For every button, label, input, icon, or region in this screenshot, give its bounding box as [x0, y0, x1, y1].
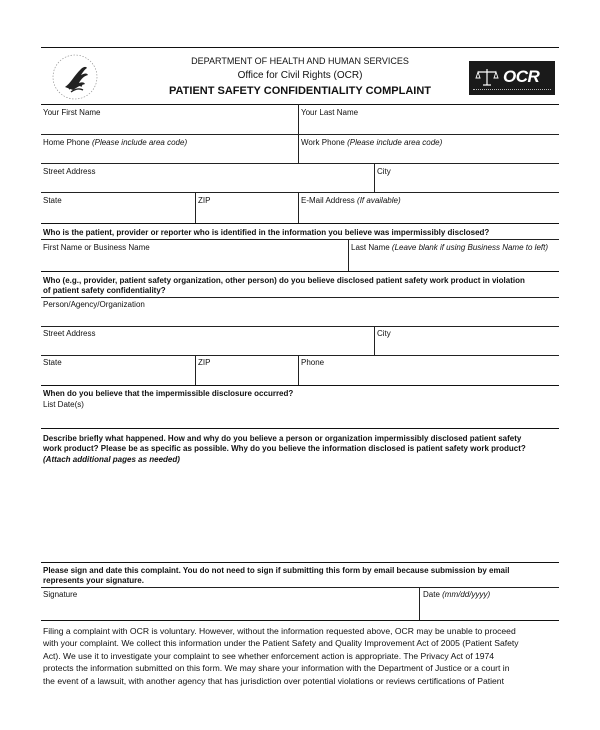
last-name-label: Your Last Name	[301, 108, 359, 117]
patient-question: Who is the patient, provider or reporter who is identified in the information you believe was impermissibly disclosed?	[43, 228, 490, 237]
violator-zip-label: ZIP	[198, 358, 211, 367]
section-divider	[41, 271, 559, 272]
describe-line2: work product? Please be as specific as possible. Why do you believe the information disclosed is patient safety work product?	[43, 444, 526, 453]
section-divider	[41, 428, 559, 429]
privacy-line: protects the information submitted on this form. We may share your information with the Department of Justice or a court in	[43, 663, 510, 674]
violator-question-line1: Who (e.g., provider, patient safety organization, other person) do you believe disclosed patient safety work product in violation	[43, 276, 525, 285]
privacy-line: with your complaint. We collect this information under the Patient Safety and Quality Improvement Act of 2005 (Patient Safety	[43, 638, 519, 649]
privacy-line: the event of a lawsuit, with another agency that has jurisdiction over potential violations or reviews certifications of Patient	[43, 675, 504, 686]
section-divider	[41, 562, 559, 563]
signature-label: Signature	[43, 590, 78, 599]
patient-last-name-field[interactable]	[349, 239, 559, 271]
list-dates-label: List Date(s)	[43, 400, 84, 409]
state-label: State	[43, 196, 62, 205]
violator-city-field[interactable]	[375, 326, 559, 355]
section-divider	[41, 385, 559, 386]
email-field[interactable]	[299, 192, 559, 223]
ocr-logo	[469, 61, 555, 95]
email-label: E-Mail Address (If available)	[301, 196, 401, 205]
list-dates-field[interactable]	[41, 398, 559, 428]
office-name: Office for Civil Rights (OCR)	[237, 70, 363, 81]
sign-instructions-line1: Please sign and date this complaint. You do not need to sign if submitting this form by email because submission by email	[43, 566, 510, 575]
form-header	[41, 48, 559, 104]
description-textarea[interactable]	[41, 466, 559, 562]
first-name-field[interactable]	[41, 104, 298, 134]
patient-first-name-label: First Name or Business Name	[43, 243, 150, 252]
violator-city-label: City	[377, 329, 391, 338]
state-field[interactable]	[41, 192, 195, 223]
sign-instructions-line2: represents your signature.	[43, 576, 144, 585]
home-phone-field[interactable]	[41, 134, 298, 163]
privacy-statement	[43, 625, 563, 687]
ocr-logo-subline	[473, 89, 551, 93]
violator-street-field[interactable]	[41, 326, 374, 355]
city-field[interactable]	[375, 163, 559, 192]
violator-phone-label: Phone	[301, 358, 325, 367]
work-phone-field[interactable]	[299, 134, 559, 163]
violator-state-label: State	[43, 358, 62, 367]
street-address-label: Street Address	[43, 167, 96, 176]
signature-field[interactable]	[41, 587, 419, 620]
form-title: PATIENT SAFETY CONFIDENTIALITY COMPLAINT	[169, 85, 431, 97]
privacy-line: Filing a complaint with OCR is voluntary. However, without the information requested above, OCR may be unable to proceed	[43, 626, 516, 636]
violator-street-label: Street Address	[43, 329, 96, 338]
department-name: DEPARTMENT OF HEALTH AND HUMAN SERVICES	[191, 56, 409, 66]
date-field[interactable]	[420, 587, 559, 620]
patient-last-name-label: Last Name (Leave blank if using Business Name to left)	[351, 243, 548, 252]
organization-field[interactable]	[41, 297, 559, 326]
zip-label: ZIP	[198, 196, 211, 205]
scales-of-justice-icon	[475, 67, 499, 87]
home-phone-label: Home Phone (Please include area code)	[43, 138, 188, 147]
violator-question-line2: of patient safety confidentiality?	[43, 286, 166, 295]
violator-zip-field[interactable]	[196, 355, 298, 385]
organization-label: Person/Agency/Organization	[43, 300, 145, 309]
ocr-logo-text: OCR	[503, 67, 540, 86]
when-question: When do you believe that the impermissible disclosure occurred?	[43, 389, 294, 398]
work-phone-label: Work Phone (Please include area code)	[301, 138, 443, 147]
section-divider	[41, 223, 559, 224]
zip-field[interactable]	[196, 192, 298, 223]
violator-state-field[interactable]	[41, 355, 195, 385]
attach-pages-note: (Attach additional pages as needed)	[43, 455, 180, 464]
date-label: Date (mm/dd/yyyy)	[423, 590, 491, 599]
city-label: City	[377, 167, 391, 176]
street-address-field[interactable]	[41, 163, 374, 192]
patient-first-name-field[interactable]	[41, 239, 348, 271]
describe-line1: Describe briefly what happened. How and why do you believe a person or organization impermissibly disclosed patient safety	[43, 434, 522, 443]
last-name-field[interactable]	[299, 104, 559, 134]
privacy-line: Act). We use it to investigate your complaint to see whether enforcement action is appropriate. The Privacy Act of 1974	[43, 650, 495, 661]
section-divider	[41, 620, 559, 621]
first-name-label: Your First Name	[43, 108, 101, 117]
violator-phone-field[interactable]	[299, 355, 559, 385]
